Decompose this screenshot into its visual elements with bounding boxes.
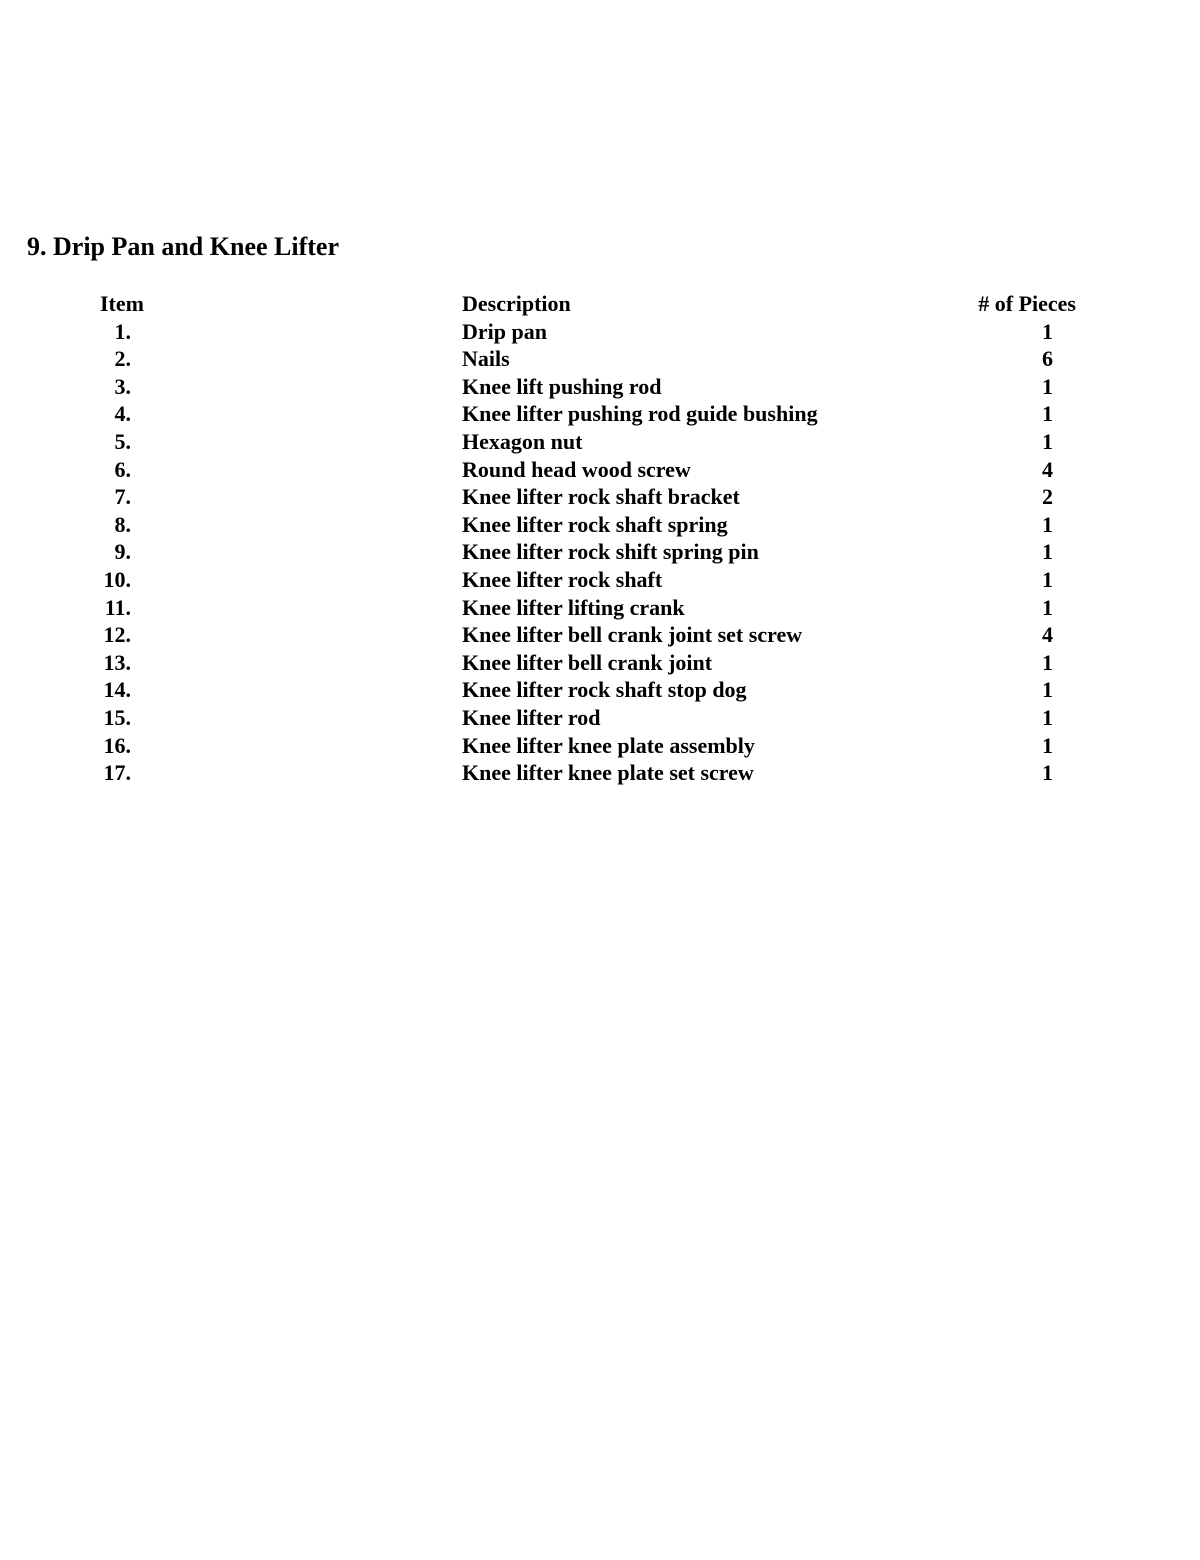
item-description: Hexagon nut <box>462 428 583 454</box>
table-row <box>0 538 1200 566</box>
table-row <box>0 345 1200 373</box>
item-description: Knee lifter rock shaft <box>462 566 663 592</box>
section-title: 9. Drip Pan and Knee Lifter <box>27 232 339 261</box>
item-pieces: 1 <box>1042 649 1053 675</box>
item-description: Knee lift pushing rod <box>462 373 662 399</box>
item-pieces: 1 <box>1042 428 1053 454</box>
item-number: 17. <box>103 760 131 786</box>
item-description: Knee lifter lifting crank <box>462 594 685 620</box>
table-row <box>0 511 1200 539</box>
item-description: Knee lifter rock shaft spring <box>462 511 728 537</box>
table-row <box>0 649 1200 677</box>
item-pieces: 4 <box>1042 622 1053 648</box>
item-number: 12. <box>103 622 131 648</box>
item-number: 2. <box>114 346 131 372</box>
item-number: 13. <box>103 649 131 675</box>
item-description: Knee lifter bell crank joint set screw <box>462 622 803 648</box>
item-pieces: 1 <box>1042 594 1053 620</box>
table-row <box>0 400 1200 428</box>
item-number: 1. <box>114 318 131 344</box>
item-number: 7. <box>114 484 131 510</box>
table-row <box>0 704 1200 732</box>
item-pieces: 1 <box>1042 760 1053 786</box>
item-number: 9. <box>114 539 131 565</box>
item-pieces: 1 <box>1042 401 1053 427</box>
item-description: Knee lifter pushing rod guide bushing <box>462 401 818 427</box>
table-row <box>0 318 1200 346</box>
item-pieces: 1 <box>1042 732 1053 758</box>
item-number: 15. <box>103 704 131 730</box>
table-row <box>0 732 1200 760</box>
item-pieces: 1 <box>1042 318 1053 344</box>
table-row <box>0 456 1200 484</box>
header-description: Description <box>462 291 571 316</box>
item-pieces: 6 <box>1042 346 1053 372</box>
item-description: Knee lifter rock shaft stop dog <box>462 677 747 703</box>
item-description: Round head wood screw <box>462 456 691 482</box>
item-number: 6. <box>114 456 131 482</box>
item-number: 5. <box>114 428 131 454</box>
table-row <box>0 594 1200 622</box>
item-description: Drip pan <box>462 318 547 344</box>
item-description: Knee lifter rock shaft bracket <box>462 484 740 510</box>
item-pieces: 1 <box>1042 539 1053 565</box>
table-row <box>0 759 1200 787</box>
item-pieces: 1 <box>1042 677 1053 703</box>
item-pieces: 1 <box>1042 373 1053 399</box>
item-number: 10. <box>103 566 131 592</box>
table-row <box>0 676 1200 704</box>
item-pieces: 4 <box>1042 456 1053 482</box>
item-description: Knee lifter knee plate assembly <box>462 732 755 758</box>
item-pieces: 1 <box>1042 566 1053 592</box>
item-number: 8. <box>114 511 131 537</box>
header-item: Item <box>100 291 144 316</box>
parts-table <box>0 290 1200 787</box>
item-description: Knee lifter knee plate set screw <box>462 760 754 786</box>
item-number: 3. <box>114 373 131 399</box>
table-row <box>0 428 1200 456</box>
item-description: Knee lifter rod <box>462 704 601 730</box>
table-header-row <box>0 290 1200 318</box>
item-number: 16. <box>103 732 131 758</box>
item-number: 4. <box>114 401 131 427</box>
item-number: 14. <box>103 677 131 703</box>
item-pieces: 2 <box>1042 484 1053 510</box>
item-description: Nails <box>462 346 510 372</box>
header-pieces: # of Pieces <box>978 291 1076 316</box>
item-pieces: 1 <box>1042 704 1053 730</box>
table-row <box>0 566 1200 594</box>
item-number: 11. <box>104 594 131 620</box>
table-row <box>0 373 1200 401</box>
item-description: Knee lifter bell crank joint <box>462 649 713 675</box>
table-row <box>0 621 1200 649</box>
table-row <box>0 483 1200 511</box>
item-description: Knee lifter rock shift spring pin <box>462 539 759 565</box>
item-pieces: 1 <box>1042 511 1053 537</box>
